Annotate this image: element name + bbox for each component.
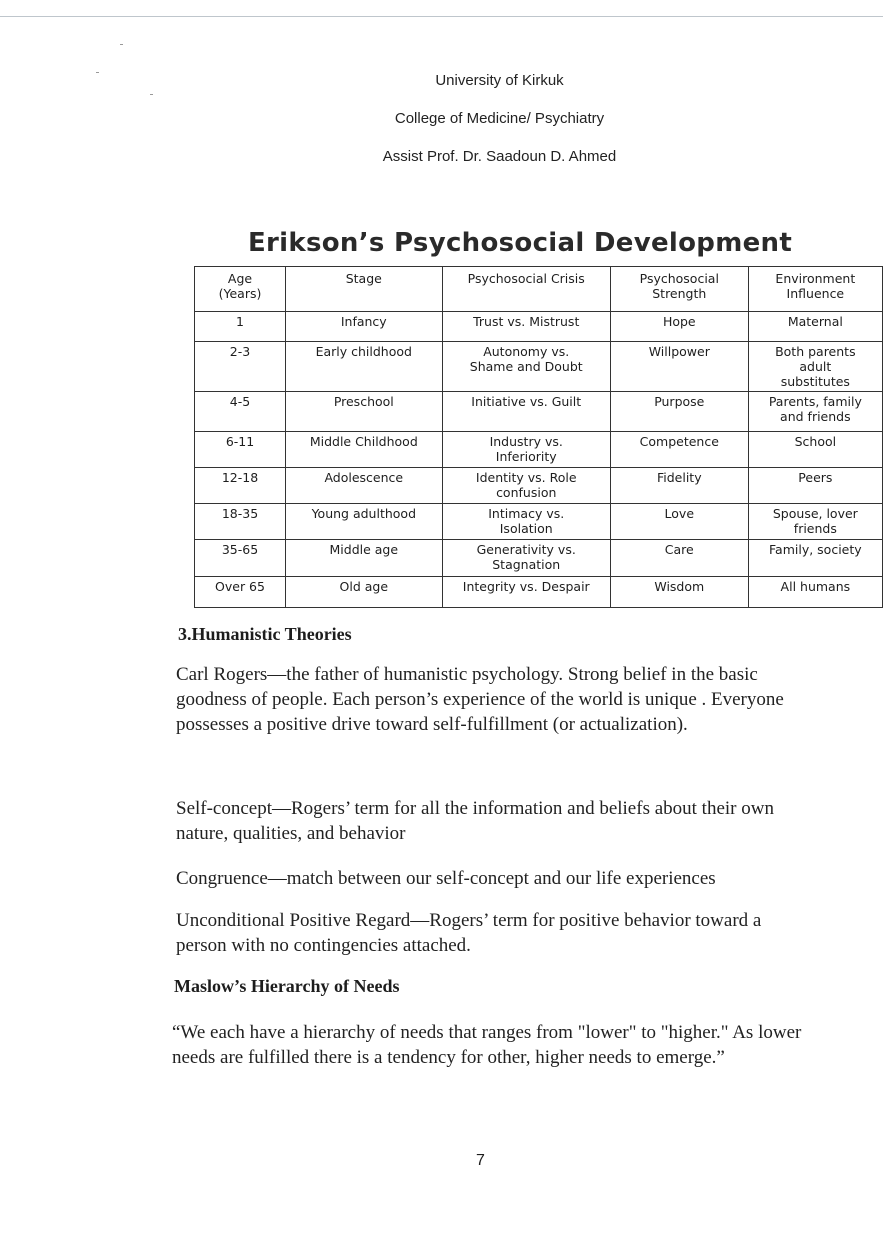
table-cell: Industry vs. Inferiority: [442, 432, 610, 468]
table-cell: Integrity vs. Despair: [442, 577, 610, 608]
table-cell: Parents, family and friends: [748, 392, 882, 432]
table-cell: Autonomy vs. Shame and Doubt: [442, 342, 610, 392]
table-title: Erikson’s Psychosocial Development: [248, 228, 793, 258]
table-cell: Identity vs. Role confusion: [442, 468, 610, 504]
table-header-row: [195, 267, 883, 312]
table-cell: Infancy: [286, 312, 443, 342]
table-row: [195, 312, 883, 342]
table-cell: Maternal: [748, 312, 882, 342]
table-row: [195, 577, 883, 608]
table-cell: Intimacy vs. Isolation: [442, 504, 610, 540]
scan-speck: [120, 44, 123, 45]
table-cell: Competence: [610, 432, 748, 468]
top-border-line: [0, 16, 883, 17]
section-heading-humanistic: 3.Humanistic Theories: [178, 624, 352, 644]
table-row: [195, 392, 883, 432]
scan-speck: [150, 94, 153, 95]
university-name: University of Kirkuk: [435, 72, 564, 89]
table-cell: Old age: [286, 577, 443, 608]
table-cell: Young adulthood: [286, 504, 443, 540]
table-header-cell: Psychosocial Strength: [610, 267, 748, 312]
paragraph-self-concept: Self-concept—Rogers’ term for all the information and beliefs about their own nature, qualities, and behavior: [176, 798, 774, 844]
table-cell: Purpose: [610, 392, 748, 432]
table-cell: All humans: [748, 577, 882, 608]
table-cell: Trust vs. Mistrust: [442, 312, 610, 342]
table-cell: Preschool: [286, 392, 443, 432]
table-cell: Care: [610, 540, 748, 577]
table-cell: 18-35: [195, 504, 286, 540]
table-cell: Wisdom: [610, 577, 748, 608]
table-header-cell: Environment Influence: [748, 267, 882, 312]
page-number: 7: [476, 1152, 485, 1169]
paragraph-unconditional-regard: Unconditional Positive Regard—Rogers’ term for positive behavior toward a person with no contingencies attached.: [176, 910, 762, 956]
section-heading-maslow: Maslow’s Hierarchy of Needs: [174, 976, 400, 996]
table-row: [195, 468, 883, 504]
table-cell: Middle age: [286, 540, 443, 577]
table-cell: Family, society: [748, 540, 882, 577]
table-row: [195, 540, 883, 577]
table-cell: Both parents adult substitutes: [748, 342, 882, 392]
erikson-table: [194, 266, 883, 608]
table-row: [195, 432, 883, 468]
table-header-cell: Stage: [286, 267, 443, 312]
table-cell: Willpower: [610, 342, 748, 392]
table-cell: Adolescence: [286, 468, 443, 504]
table-header-cell: Age (Years): [195, 267, 286, 312]
paragraph-carl-rogers: Carl Rogers—the father of humanistic psychology. Strong belief in the basic goodness of people. Each person’s experience of the world is unique . Everyone possesses a positive drive toward self-fulfillment (or actualization).: [176, 664, 784, 735]
table-cell: Over 65: [195, 577, 286, 608]
author-name: Assist Prof. Dr. Saadoun D. Ahmed: [382, 148, 617, 165]
table-cell: Love: [610, 504, 748, 540]
table-cell: Fidelity: [610, 468, 748, 504]
paragraph-congruence: Congruence—match between our self-concept and our life experiences: [176, 868, 716, 889]
table-cell: Initiative vs. Guilt: [442, 392, 610, 432]
paragraph-maslow-quote: “We each have a hierarchy of needs that ranges from "lower" to "higher." As lower needs are fulfilled there is a tendency for other, higher needs to emerge.”: [172, 1022, 802, 1068]
table-cell: 1: [195, 312, 286, 342]
table-cell: 6-11: [195, 432, 286, 468]
table-cell: Peers: [748, 468, 882, 504]
college-name: College of Medicine/ Psychiatry: [394, 110, 605, 127]
table-cell: Generativity vs. Stagnation: [442, 540, 610, 577]
table-cell: 12-18: [195, 468, 286, 504]
table-cell: Hope: [610, 312, 748, 342]
table-cell: Middle Childhood: [286, 432, 443, 468]
table-cell: 35-65: [195, 540, 286, 577]
table-header-cell: Psychosocial Crisis: [442, 267, 610, 312]
table-cell: School: [748, 432, 882, 468]
table-row: [195, 504, 883, 540]
table-row: [195, 342, 883, 392]
table-cell: Spouse, lover friends: [748, 504, 882, 540]
table-cell: Early childhood: [286, 342, 443, 392]
table-cell: 4-5: [195, 392, 286, 432]
table-cell: 2-3: [195, 342, 286, 392]
